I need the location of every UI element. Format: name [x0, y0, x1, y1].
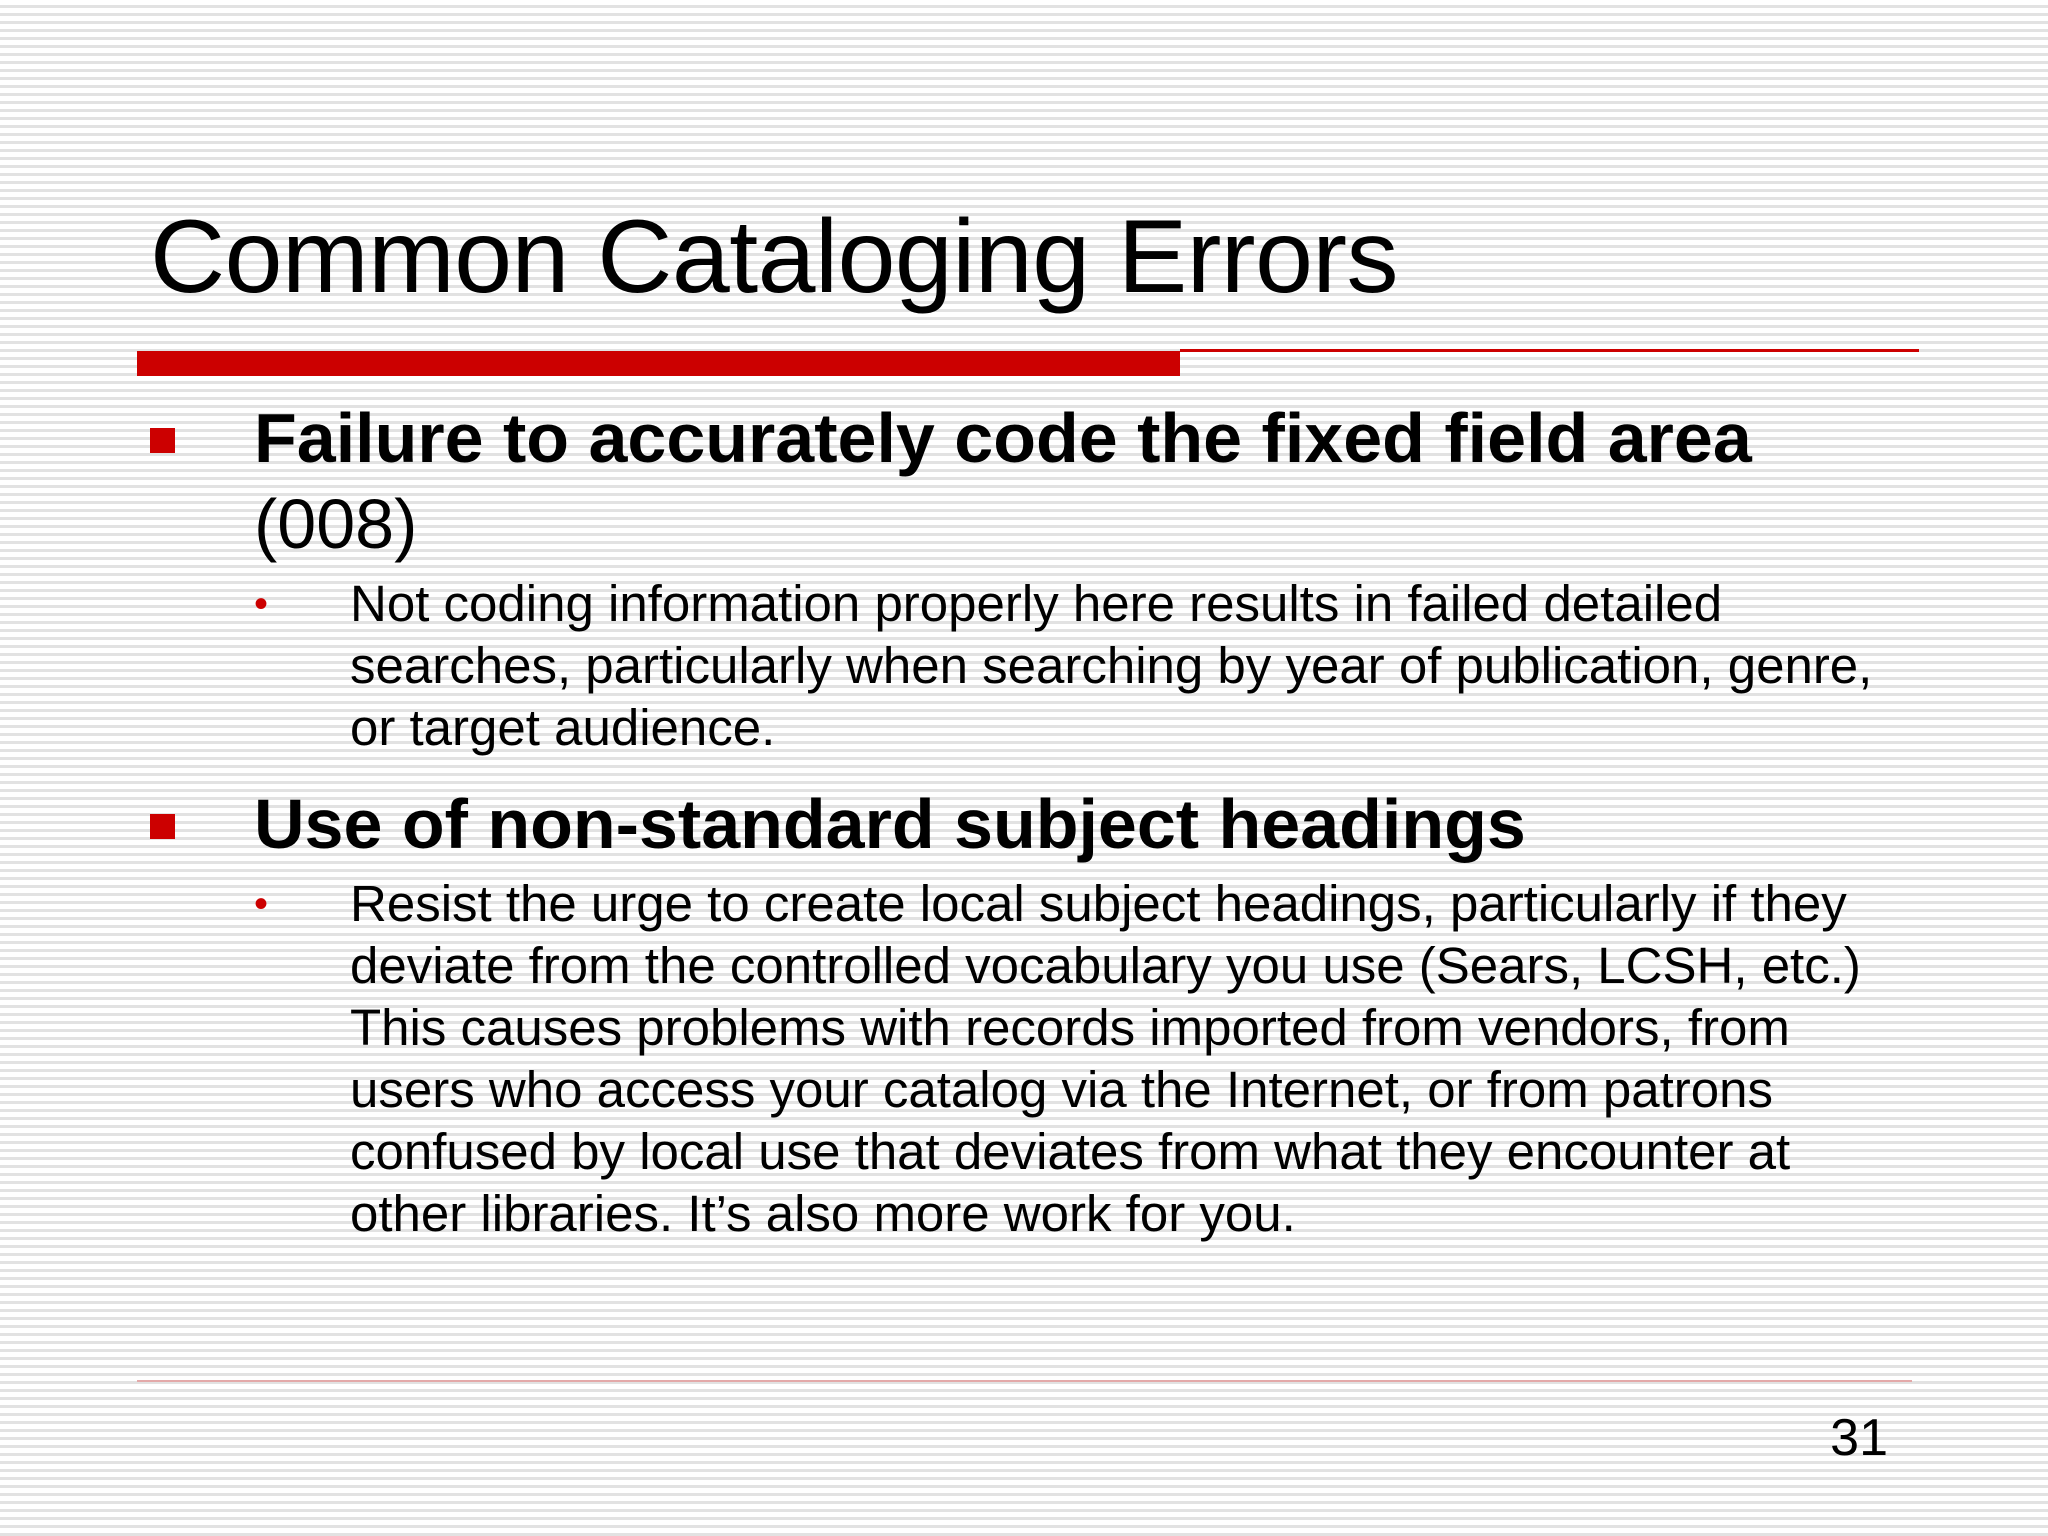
footer-divider — [137, 1380, 1912, 1382]
round-bullet-icon: • — [254, 582, 269, 626]
bullet-heading-suffix: (008) — [254, 485, 418, 563]
page-number: 31 — [1830, 1409, 1888, 1467]
sub-bullet-text: Resist the urge to create local subject headings, particularly if they deviate from the controlled vocabulary you use (Sears, LCSH, etc.) This causes problems with records imported from vendors, from users who access your catalog via the Internet, or from patrons confused by local use that deviates from what they encounter at other libraries. It’s also more work for you. — [350, 875, 1861, 1242]
bullet-heading — [254, 781, 1910, 867]
slide-body — [150, 395, 1910, 1245]
bullet-heading-bold: Failure to accurately code the fixed field area — [254, 399, 1752, 477]
square-bullet-icon — [150, 814, 175, 839]
title-underline-thick — [137, 351, 1180, 376]
slide-title: Common Cataloging Errors — [150, 199, 1399, 315]
round-bullet-icon: • — [254, 882, 269, 926]
bullet-heading-bold: Use of non-standard subject headings — [254, 785, 1526, 863]
sub-bullet-text: Not coding information properly here results in failed detailed searches, particularly when searching by year of publication, genre, or target audience. — [350, 575, 1873, 756]
sub-bullet-item — [254, 873, 1910, 1245]
square-bullet-icon — [150, 428, 175, 453]
bullet-item-subject-headings — [150, 781, 1910, 1245]
sub-bullet-item — [254, 573, 1910, 759]
bullet-heading — [254, 395, 1910, 567]
title-underline-thin — [1180, 349, 1919, 352]
bullet-item-fixed-field — [150, 395, 1910, 759]
